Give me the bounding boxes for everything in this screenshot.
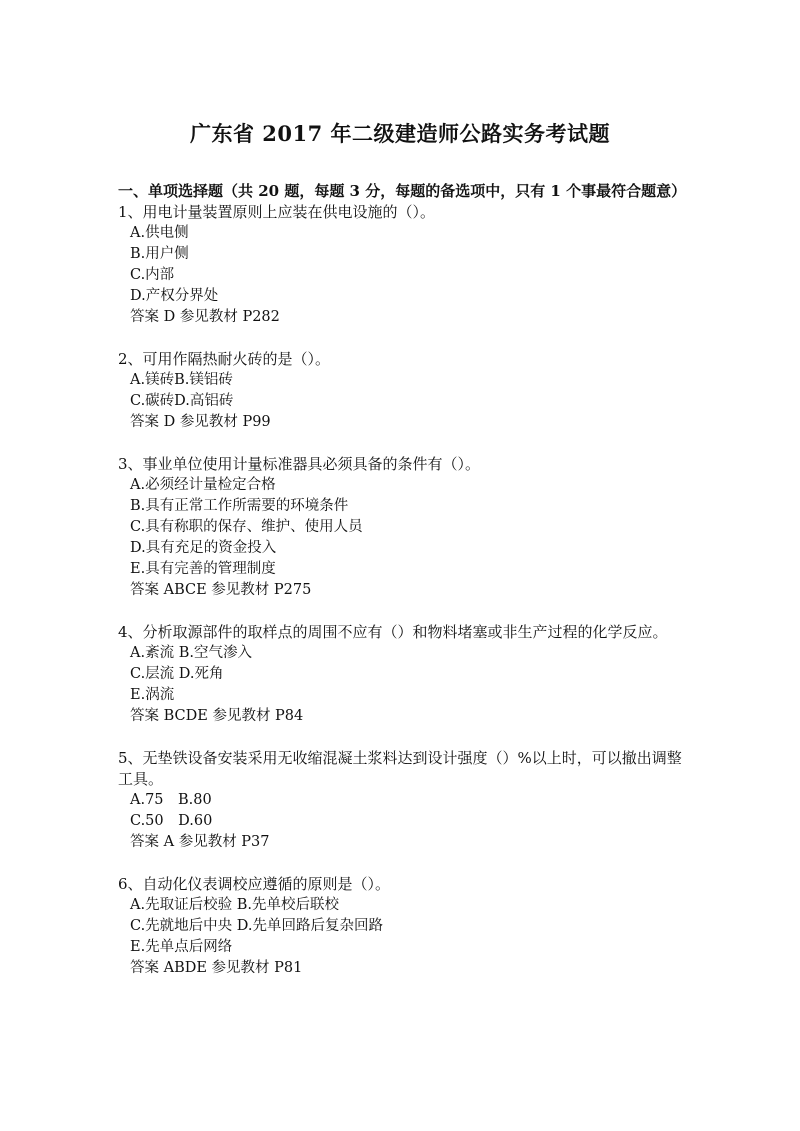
section-heading: 一、单项选择题（共 20 题，每题 3 分，每题的备选项中，只有 1 个事最符合题意） [118,182,687,200]
question-item [118,748,690,853]
answer-reference: 答案 ABDE 参见教材 P81 [130,960,303,976]
question-item [118,349,690,433]
document-body [118,180,690,979]
question-stem: 2、可用作隔热耐火砖的是（）。 [118,350,331,368]
answer-option: A.先取证后校验 B.先单校后联校 [130,897,339,913]
question-stem: 6、自动化仪表调校应遵循的原则是（）。 [118,875,391,893]
answer-reference: 答案 D 参见教材 P99 [130,414,271,430]
question-item [118,874,690,979]
question-item [118,454,690,601]
answer-option: C.50 D.60 [130,813,213,829]
answer-option: E.先单点后网络 [130,939,233,955]
question-stem: 1、用电计量装置原则上应装在供电设施的（）。 [118,203,436,221]
answer-reference: 答案 D 参见教材 P282 [130,309,280,325]
answer-option: A.75 B.80 [130,792,212,808]
answer-option: A.镁砖B.镁铝砖 [130,372,233,388]
question-list [118,202,690,979]
document-title: 广东省 2017 年二级建造师公路实务考试题 [189,121,611,146]
answer-reference: 答案 BCDE 参见教材 P84 [130,708,304,724]
answer-option: C.具有称职的保存、维护、使用人员 [130,519,363,535]
answer-option: C.内部 [130,267,175,283]
question-stem: 4、分析取源部件的取样点的周围不应有（）和物料堵塞或非生产过程的化学反应。 [118,623,668,641]
question-item [118,622,690,727]
answer-option: A.供电侧 [130,225,189,241]
answer-option: D.具有充足的资金投入 [130,540,277,556]
answer-option: C.层流 D.死角 [130,666,224,682]
answer-reference: 答案 ABCE 参见教材 P275 [130,582,312,598]
answer-option: D.产权分界处 [130,288,219,304]
question-stem: 5、无垫铁设备安装采用无收缩混凝土浆料达到设计强度（）%以上时，可以撤出调整工具。 [118,749,682,788]
answer-option: B.用户侧 [130,246,189,262]
answer-option: E.具有完善的管理制度 [130,561,276,577]
answer-option: C.先就地后中央 D.先单回路后复杂回路 [130,918,384,934]
question-item [118,202,690,328]
answer-reference: 答案 A 参见教材 P37 [130,834,270,850]
answer-option: A.必须经计量检定合格 [130,477,276,493]
question-stem: 3、事业单位使用计量标准器具必须具备的条件有（）。 [118,455,481,473]
answer-option: A.紊流 B.空气渗入 [130,645,252,661]
answer-option: E.涡流 [130,687,175,703]
answer-option: B.具有正常工作所需要的环境条件 [130,498,349,514]
answer-option: C.碳砖D.高铝砖 [130,393,234,409]
